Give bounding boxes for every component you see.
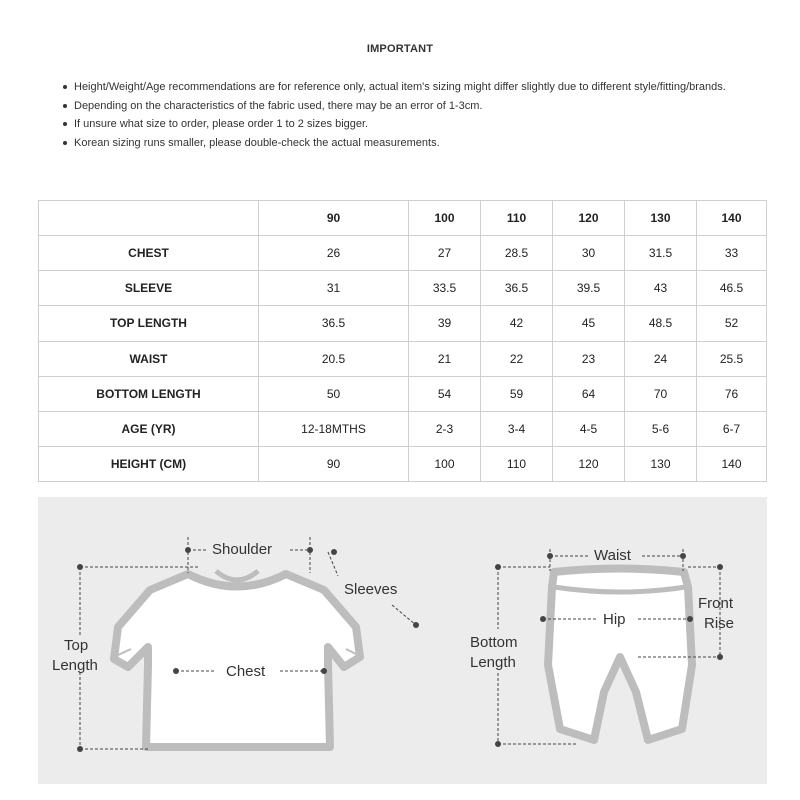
table-cell: 25.5: [697, 341, 767, 376]
table-cell: 46.5: [697, 271, 767, 306]
row-label: WAIST: [39, 341, 259, 376]
table-cell: 33.5: [409, 271, 481, 306]
measurement-diagram: [38, 497, 767, 784]
table-row: [39, 446, 767, 481]
header-cell: 130: [625, 201, 697, 236]
table-cell: 28.5: [481, 236, 553, 271]
sleeves-label: Sleeves: [344, 581, 398, 598]
top-length-label-line1: Top: [64, 637, 89, 654]
row-label: TOP LENGTH: [39, 306, 259, 341]
table-cell: 24: [625, 341, 697, 376]
table-row: [39, 236, 767, 271]
header-cell: 100: [409, 201, 481, 236]
table-cell: 3-4: [481, 411, 553, 446]
table-cell: 12-18MTHS: [259, 411, 409, 446]
header-cell: 120: [553, 201, 625, 236]
table-cell: 36.5: [259, 306, 409, 341]
front-rise-label-line1: Front: [698, 595, 734, 612]
row-label: CHEST: [39, 236, 259, 271]
table-row: [39, 306, 767, 341]
header-cell: 140: [697, 201, 767, 236]
table-cell: 31.5: [625, 236, 697, 271]
table-cell: 6-7: [697, 411, 767, 446]
table-cell: 120: [553, 446, 625, 481]
bottom-length-label-line2: Length: [470, 654, 516, 671]
top-garment-icon: [114, 571, 360, 747]
table-header-row: [39, 201, 767, 236]
table-cell: 70: [625, 376, 697, 411]
table-cell: 59: [481, 376, 553, 411]
note-item: Depending on the characteristics of the fabric used, there may be an error of 1-3cm.: [60, 97, 750, 116]
note-item: Korean sizing runs smaller, please double-check the actual measurements.: [60, 134, 750, 153]
table-cell: 2-3: [409, 411, 481, 446]
table-cell: 43: [625, 271, 697, 306]
table-cell: 21: [409, 341, 481, 376]
table-cell: 33: [697, 236, 767, 271]
table-cell: 20.5: [259, 341, 409, 376]
table-cell: 130: [625, 446, 697, 481]
table-cell: 39.5: [553, 271, 625, 306]
table-cell: 27: [409, 236, 481, 271]
header-cell: [39, 201, 259, 236]
table-row: [39, 271, 767, 306]
table-row: [39, 376, 767, 411]
table-row: [39, 411, 767, 446]
top-length-label-line2: Length: [52, 657, 98, 674]
table-cell: 90: [259, 446, 409, 481]
shoulder-label: Shoulder: [212, 541, 273, 558]
note-item: Height/Weight/Age recommendations are for reference only, actual item's sizing might differ slightly due to different style/fitting/brands.: [60, 78, 750, 97]
row-label: BOTTOM LENGTH: [39, 376, 259, 411]
table-cell: 45: [553, 306, 625, 341]
note-item: If unsure what size to order, please order 1 to 2 sizes bigger.: [60, 115, 750, 134]
table-cell: 54: [409, 376, 481, 411]
notes-list: [60, 78, 750, 152]
waist-label: Waist: [594, 547, 631, 564]
measurement-diagram-svg: [38, 497, 767, 784]
table-cell: 100: [409, 446, 481, 481]
row-label: AGE (YR): [39, 411, 259, 446]
table-cell: 64: [553, 376, 625, 411]
table-cell: 36.5: [481, 271, 553, 306]
table-cell: 22: [481, 341, 553, 376]
header-cell: 110: [481, 201, 553, 236]
page-title: IMPORTANT: [366, 43, 434, 55]
chest-label: Chest: [226, 663, 266, 680]
size-table: [38, 200, 767, 482]
hip-label: Hip: [603, 611, 626, 628]
table-cell: 23: [553, 341, 625, 376]
table-cell: 140: [697, 446, 767, 481]
table-cell: 52: [697, 306, 767, 341]
table-cell: 30: [553, 236, 625, 271]
table-cell: 4-5: [553, 411, 625, 446]
table-cell: 26: [259, 236, 409, 271]
bottom-length-label-line1: Bottom: [470, 634, 518, 651]
header-cell: 90: [259, 201, 409, 236]
table-cell: 110: [481, 446, 553, 481]
row-label: HEIGHT (CM): [39, 446, 259, 481]
table-cell: 42: [481, 306, 553, 341]
front-rise-label-line2: Rise: [704, 615, 735, 632]
row-label: SLEEVE: [39, 271, 259, 306]
table-row: [39, 341, 767, 376]
table-cell: 5-6: [625, 411, 697, 446]
table-cell: 76: [697, 376, 767, 411]
bottom-garment-icon: [548, 569, 692, 741]
table-cell: 50: [259, 376, 409, 411]
table-cell: 48.5: [625, 306, 697, 341]
table-cell: 39: [409, 306, 481, 341]
table-cell: 31: [259, 271, 409, 306]
